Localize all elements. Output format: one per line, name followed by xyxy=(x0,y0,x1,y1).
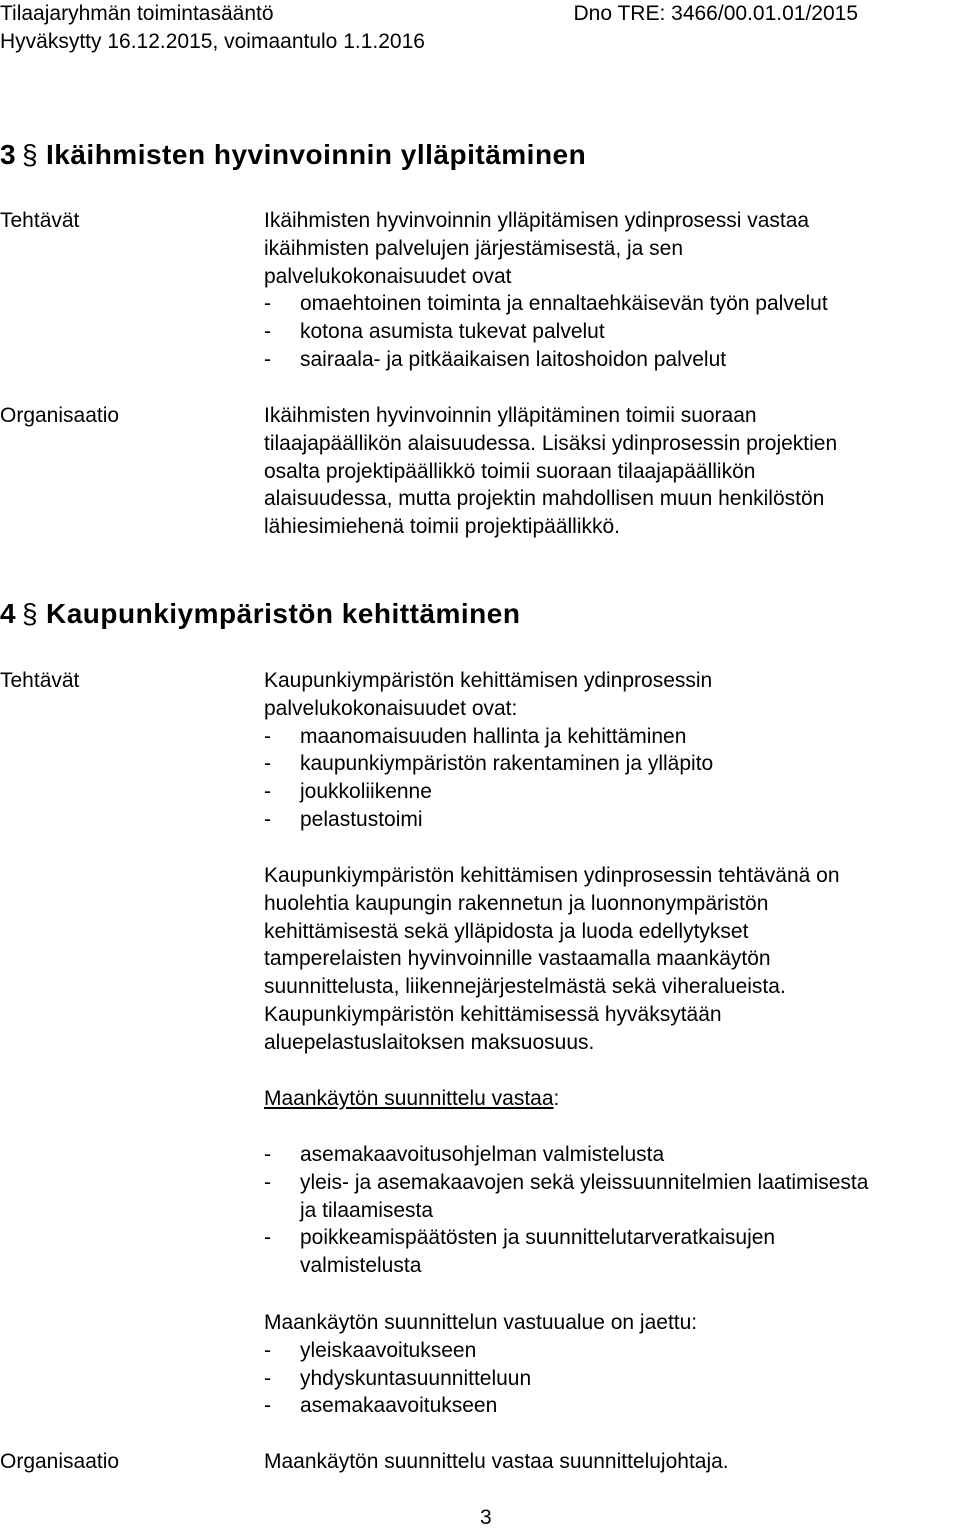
list-item xyxy=(264,290,960,318)
section-3-tehtavat-block xyxy=(264,207,960,374)
list-item-text: asemakaavoitukseen xyxy=(300,1394,498,1418)
list-item-text: asemakaavoitusohjelman valmistelusta xyxy=(300,1143,665,1166)
list-item xyxy=(264,1141,960,1169)
list-item xyxy=(264,1337,960,1365)
section-3-heading xyxy=(0,137,586,173)
list-dash: - xyxy=(264,807,271,831)
section-4-tehtavat-label: Tehtävät xyxy=(0,669,80,692)
list-item xyxy=(264,318,960,346)
header-document-number: Dno TRE: 3466/00.01.01/2015 xyxy=(573,2,858,25)
list-item-text: omaehtoinen toiminta ja ennaltaehkäisevän työn palvelut xyxy=(300,292,828,316)
section-4-task-line: suunnittelusta, liikennejärjestelmästä sekä viheralueista. xyxy=(264,975,786,999)
list-item xyxy=(264,346,960,374)
list-dash: - xyxy=(264,1366,271,1390)
list-dash: - xyxy=(264,1143,271,1166)
section-4-task-line: kehittämisestä sekä ylläpidosta ja luoda edellytykset xyxy=(264,919,749,943)
section-3-organisaatio-line: osalta projektipäällikkö toimii suoraan tilaajapäällikön xyxy=(264,459,756,483)
planning-heading-colon: : xyxy=(553,1087,560,1110)
list-item xyxy=(264,1365,960,1393)
list-item-text: kaupunkiympäristön rakentaminen ja ylläpito xyxy=(300,752,714,776)
list-item xyxy=(264,1169,960,1197)
section-4-organisaatio-text: Maankäytön suunnittelu vastaa suunnittelujohtaja. xyxy=(264,1450,729,1473)
list-item-text: poikkeamispäätösten ja suunnittelutarveratkaisujen xyxy=(300,1226,776,1250)
list-dash: - xyxy=(264,1170,271,1194)
section-4-heading xyxy=(0,596,520,632)
section-3-paragraph-symbol: § xyxy=(22,139,39,170)
list-item-text: kotona asumista tukevat palvelut xyxy=(300,320,605,344)
list-item xyxy=(264,778,960,806)
list-item-text: pelastustoimi xyxy=(300,807,423,831)
list-item-continuation: valmistelusta xyxy=(300,1254,422,1278)
list-item-text: yleiskaavoitukseen xyxy=(300,1338,477,1362)
section-4-task-line: aluepelastuslaitoksen maksuosuus. xyxy=(264,1030,595,1054)
planning-list xyxy=(264,1141,960,1280)
section-4-number: 4 xyxy=(0,598,17,629)
section-4-task-paragraph xyxy=(264,862,960,1057)
list-dash: - xyxy=(264,752,271,776)
section-4-organisaatio-label: Organisaatio xyxy=(0,1450,120,1473)
list-item-text: joukkoliikenne xyxy=(300,780,432,804)
list-item xyxy=(264,750,960,778)
list-item-continuation: ja tilaamisesta xyxy=(300,1198,434,1222)
list-item xyxy=(264,806,960,834)
list-item-text: yhdyskuntasuunnitteluun xyxy=(300,1366,532,1390)
header-approval-info: Hyväksytty 16.12.2015, voimaantulo 1.1.2016 xyxy=(0,30,425,53)
section-4-task-line: huolehtia kaupungin rakennetun ja luonnonympäristön xyxy=(264,891,769,915)
responsibility-heading: Maankäytön suunnittelun vastuualue on jaettu: xyxy=(264,1311,698,1334)
planning-heading xyxy=(264,1085,960,1113)
section-4-task-line: tamperelaisten hyvinvoinnille vastaamalla maankäytön xyxy=(264,947,771,971)
section-3-organisaatio-block xyxy=(264,402,960,541)
section-4-organisaatio-block xyxy=(264,1448,960,1476)
list-dash: - xyxy=(264,780,271,804)
responsibility-block xyxy=(264,1309,960,1420)
section-3-organisaatio-line: lähiesimiehenä toimii projektipäällikkö. xyxy=(264,515,621,539)
list-dash: - xyxy=(264,292,271,316)
list-item xyxy=(264,1392,960,1420)
list-item xyxy=(264,723,960,751)
list-item xyxy=(264,1224,960,1252)
section-4-title: Kaupunkiympäristön kehittäminen xyxy=(46,598,521,629)
section-3-organisaatio-line: tilaajapäällikön alaisuudessa. Lisäksi ydinprosessin projektien xyxy=(264,431,838,455)
section-4-intro-line: Kaupunkiympäristön kehittämisen ydinprosessin xyxy=(264,669,713,692)
section-4-task-line: Kaupunkiympäristön kehittämisen ydinprosessin tehtävänä on xyxy=(264,864,840,887)
list-dash: - xyxy=(264,1338,271,1362)
list-dash: - xyxy=(264,724,271,748)
list-item-text: yleis- ja asemakaavojen sekä yleissuunnitelmien laatimisesta xyxy=(300,1170,869,1194)
section-3-organisaatio-line: alaisuudessa, mutta projektin mahdollisen muun henkilöstön xyxy=(264,487,825,511)
section-3-tehtavat-line: Ikäihmisten hyvinvoinnin ylläpitämisen ydinprosessi vastaa xyxy=(264,209,810,232)
section-4-paragraph-symbol: § xyxy=(22,598,39,629)
list-dash: - xyxy=(264,1226,271,1250)
section-3-title: Ikäihmisten hyvinvoinnin ylläpitäminen xyxy=(46,139,587,170)
list-dash: - xyxy=(264,347,271,371)
section-3-tehtavat-label: Tehtävät xyxy=(0,209,80,232)
list-item-text: maanomaisuuden hallinta ja kehittäminen xyxy=(300,724,687,748)
list-item-text: sairaala- ja pitkäaikaisen laitoshoidon palvelut xyxy=(300,347,727,371)
section-3-tehtavat-line: ikäihmisten palvelujen järjestämisestä, ja sen xyxy=(264,236,684,260)
planning-heading-text: Maankäytön suunnittelu vastaa xyxy=(264,1087,554,1110)
page-number: 3 xyxy=(480,1506,492,1529)
section-4-task-line: Kaupunkiympäristön kehittämisessä hyväksytään xyxy=(264,1002,722,1026)
header-document-title: Tilaajaryhmän toimintasääntö xyxy=(0,2,274,25)
section-3-organisaatio-label: Organisaatio xyxy=(0,404,120,427)
list-dash: - xyxy=(264,320,271,344)
section-3-tehtavat-line: palvelukokonaisuudet ovat xyxy=(264,264,512,288)
section-3-number: 3 xyxy=(0,139,17,170)
section-3-organisaatio-line: Ikäihmisten hyvinvoinnin ylläpitäminen toimii suoraan xyxy=(264,404,757,427)
section-4-tehtavat-intro xyxy=(264,667,960,834)
section-4-intro-line: palvelukokonaisuudet ovat: xyxy=(264,696,518,720)
list-dash: - xyxy=(264,1394,271,1418)
